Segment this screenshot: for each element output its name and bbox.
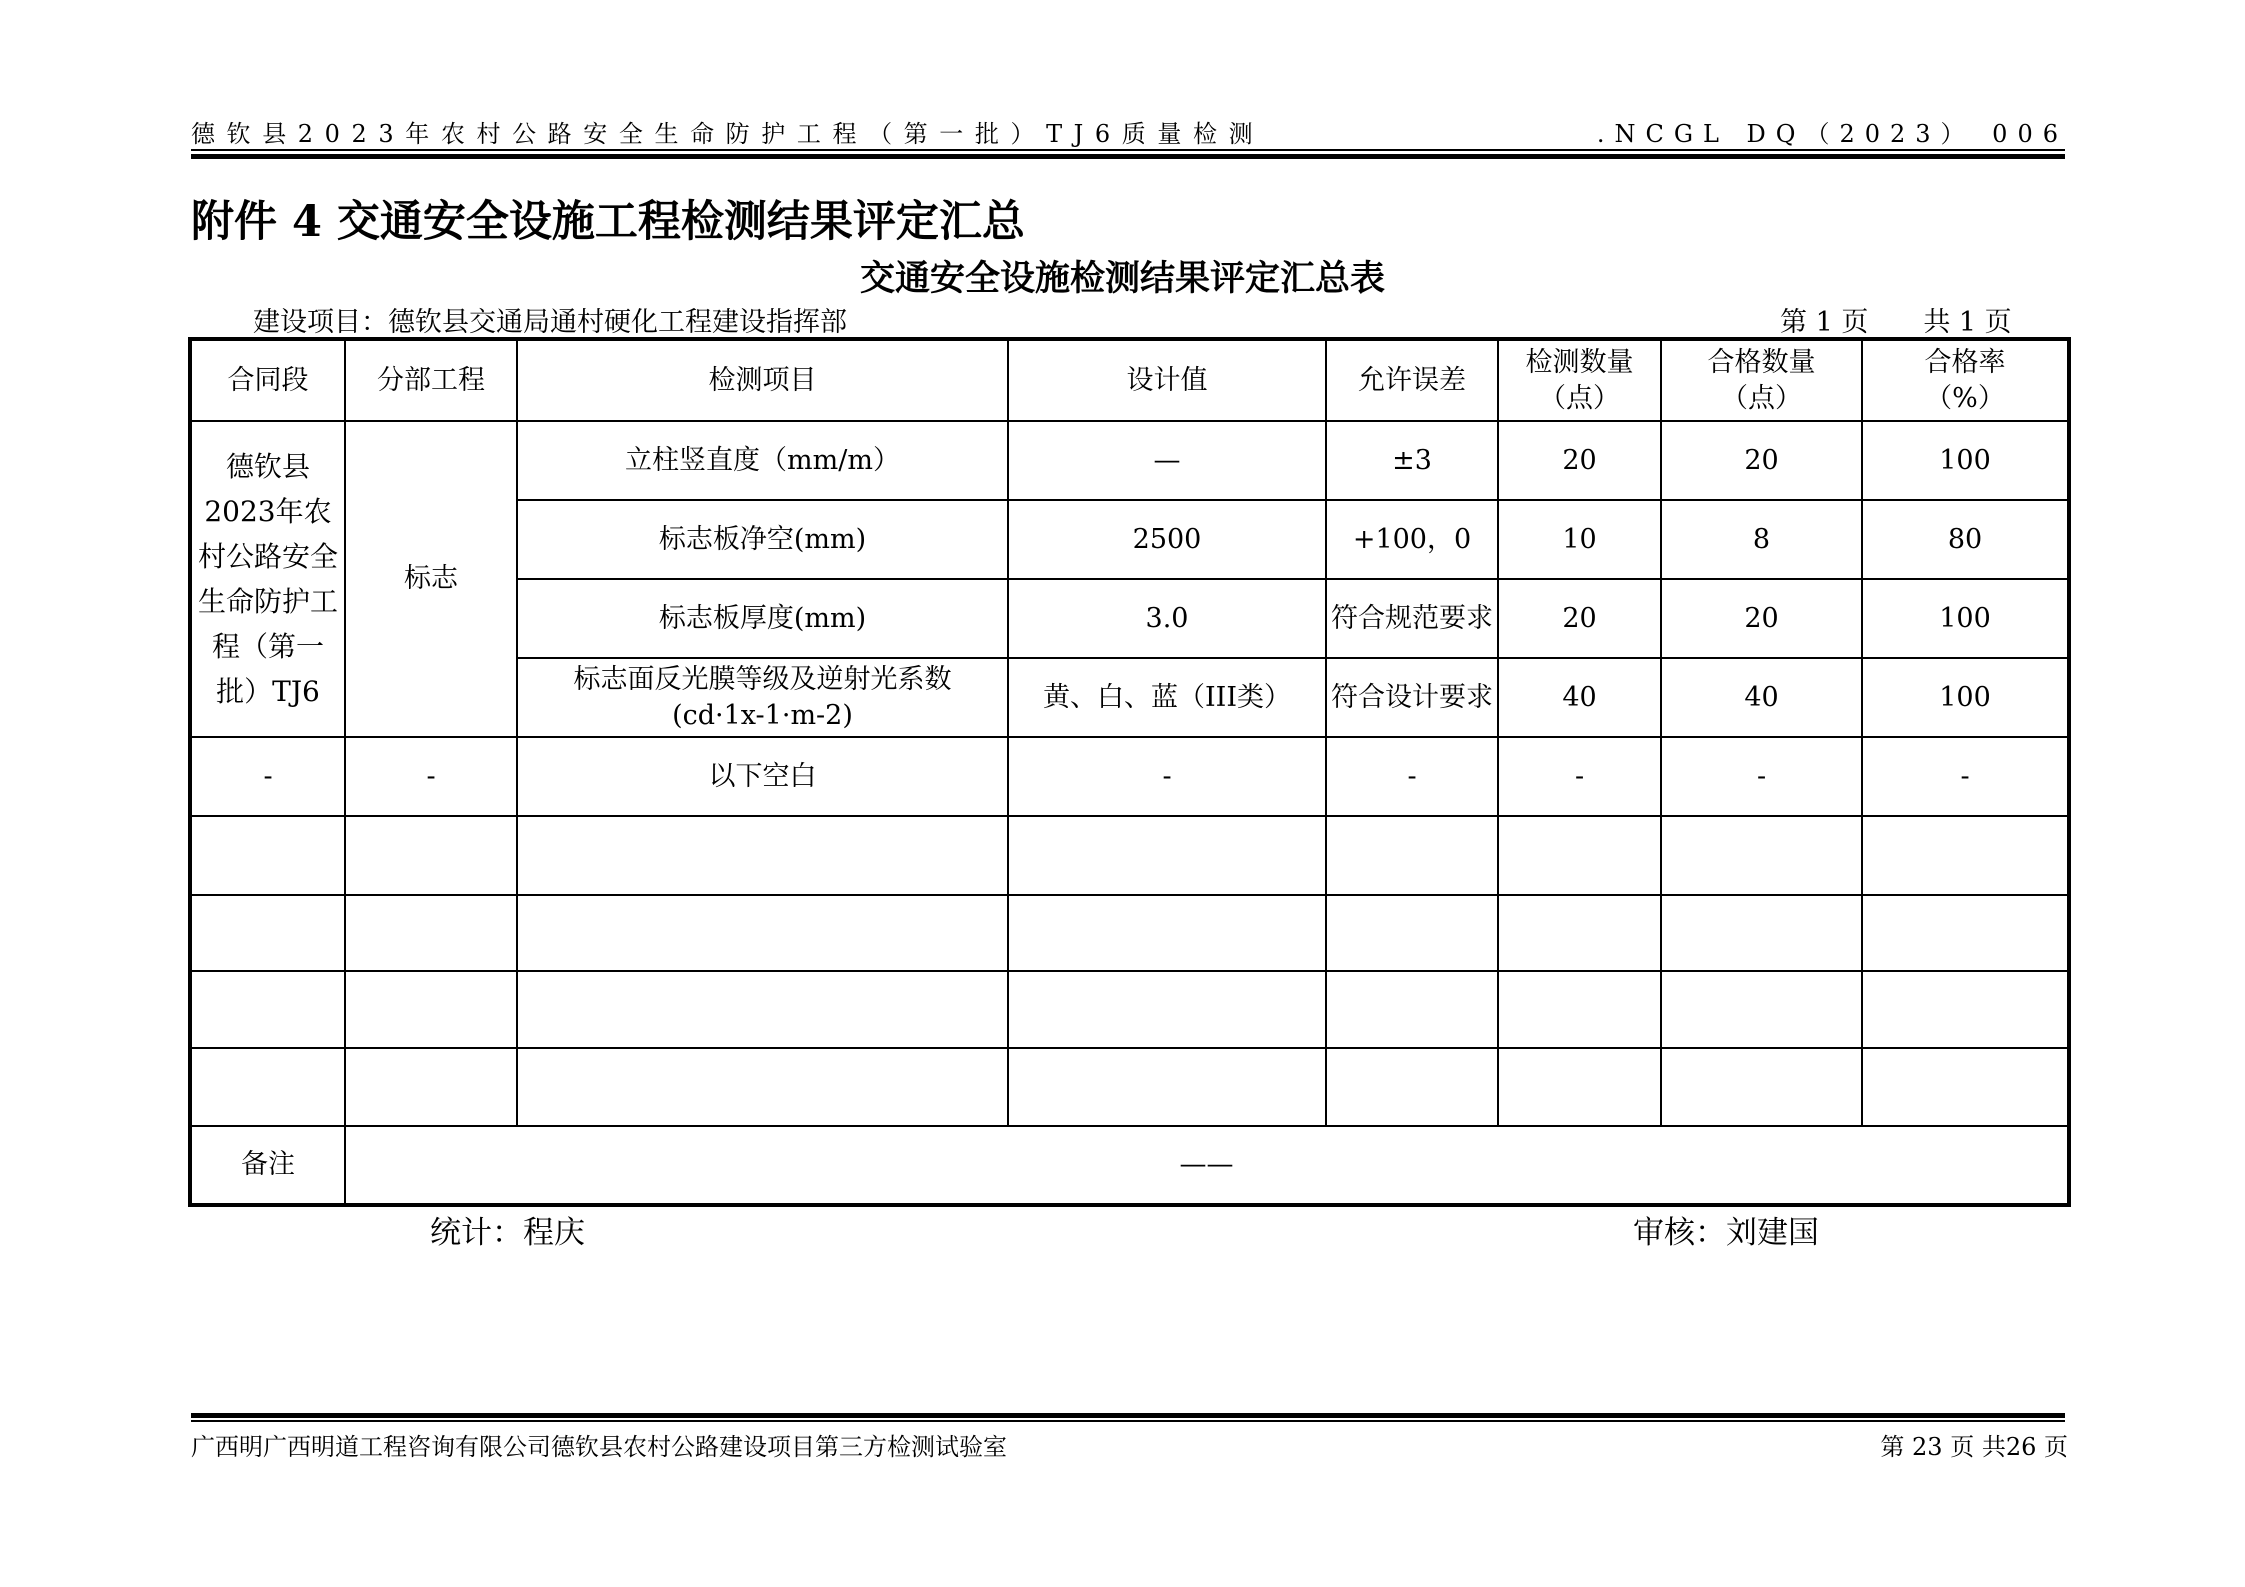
page-info <box>1780 300 2012 339</box>
blank-below-label: 以下空白 <box>517 737 1008 816</box>
blank-cell: - <box>1661 737 1862 816</box>
blank-cell: - <box>1326 737 1498 816</box>
col-header: 合格数量 （点） <box>1661 339 1862 421</box>
footer-organization: 广西明广西明道工程咨询有限公司德钦县农村公路建设项目第三方检测试验室 <box>191 1433 1007 1461</box>
col-header: 分部工程 <box>345 339 517 421</box>
rate-cell: 100 <box>1862 579 2069 658</box>
blank-cell: - <box>1862 737 2069 816</box>
blank-cell: - <box>190 737 345 816</box>
pass-cell: 8 <box>1661 500 1862 579</box>
col-header: 合格率 （%） <box>1862 339 2069 421</box>
remark-label: 备注 <box>190 1126 345 1205</box>
contract-segment-cell: 德钦县2023年农村公路安全生命防护工程（第一批）TJ6 <box>190 421 345 737</box>
rate-cell: 80 <box>1862 500 2069 579</box>
table-title: 交通安全设施检测结果评定汇总表 <box>859 258 1385 299</box>
blank-cell: - <box>345 737 517 816</box>
item-cell: 标志板厚度(mm) <box>517 579 1008 658</box>
design-cell: 3.0 <box>1008 579 1326 658</box>
header-report-number: .NCGL DQ（2023） 006 <box>1596 120 2068 148</box>
item-cell: 标志板净空(mm) <box>517 500 1008 579</box>
footer-rule-thin <box>191 1420 2065 1422</box>
design-cell: — <box>1008 421 1326 500</box>
count-cell: 20 <box>1498 421 1661 500</box>
pass-cell: 40 <box>1661 658 1862 737</box>
table-header-row <box>190 339 2069 421</box>
col-header: 检测项目 <box>517 339 1008 421</box>
page-number: 第 1 页 <box>1780 307 1869 338</box>
col-header: 设计值 <box>1008 339 1326 421</box>
empty-row <box>190 971 2069 1048</box>
rate-cell: 100 <box>1862 658 2069 737</box>
division-cell: 标志 <box>345 421 517 737</box>
tolerance-cell: +100，0 <box>1326 500 1498 579</box>
remark-row <box>190 1126 2069 1205</box>
count-cell: 10 <box>1498 500 1661 579</box>
empty-row <box>190 1048 2069 1126</box>
col-header: 允许误差 <box>1326 339 1498 421</box>
blank-marker-row <box>190 737 2069 816</box>
design-cell: 2500 <box>1008 500 1326 579</box>
footer-page-number: 第 23 页 共26 页 <box>1880 1433 2068 1461</box>
tolerance-cell: ±3 <box>1326 421 1498 500</box>
header-rule-thick <box>191 154 2065 159</box>
remark-value: —— <box>345 1126 2069 1205</box>
item-cell: 立柱竖直度（mm/m） <box>517 421 1008 500</box>
page-total: 共 1 页 <box>1923 307 2012 338</box>
table-row <box>190 421 2069 500</box>
col-header: 检测数量 （点） <box>1498 339 1661 421</box>
statistician-signature: 统计：程庆 <box>430 1215 585 1251</box>
count-cell: 40 <box>1498 658 1661 737</box>
reviewer-signature: 审核：刘建国 <box>1633 1215 1819 1251</box>
col-header: 合同段 <box>190 339 345 421</box>
rate-cell: 100 <box>1862 421 2069 500</box>
header-rule-thin <box>191 149 2065 151</box>
project-name: 建设项目：德钦县交通局通村硬化工程建设指挥部 <box>253 307 847 338</box>
empty-row <box>190 816 2069 895</box>
tolerance-cell: 符合规范要求 <box>1326 579 1498 658</box>
blank-cell: - <box>1008 737 1326 816</box>
count-cell: 20 <box>1498 579 1661 658</box>
item-cell: 标志面反光膜等级及逆射光系数 (cd·1x-1·m-2) <box>517 658 1008 737</box>
footer-rule-thick <box>191 1413 2065 1418</box>
empty-row <box>190 895 2069 971</box>
attachment-title: 附件 4 交通安全设施工程检测结果评定汇总 <box>191 197 1025 247</box>
pass-cell: 20 <box>1661 421 1862 500</box>
design-cell: 黄、白、蓝（III类） <box>1008 658 1326 737</box>
blank-cell: - <box>1498 737 1661 816</box>
header-document-title: 德钦县2023年农村公路安全生命防护工程（第一批）TJ6质量检测 <box>191 120 1265 148</box>
pass-cell: 20 <box>1661 579 1862 658</box>
tolerance-cell: 符合设计要求 <box>1326 658 1498 737</box>
summary-table <box>188 337 2071 1207</box>
